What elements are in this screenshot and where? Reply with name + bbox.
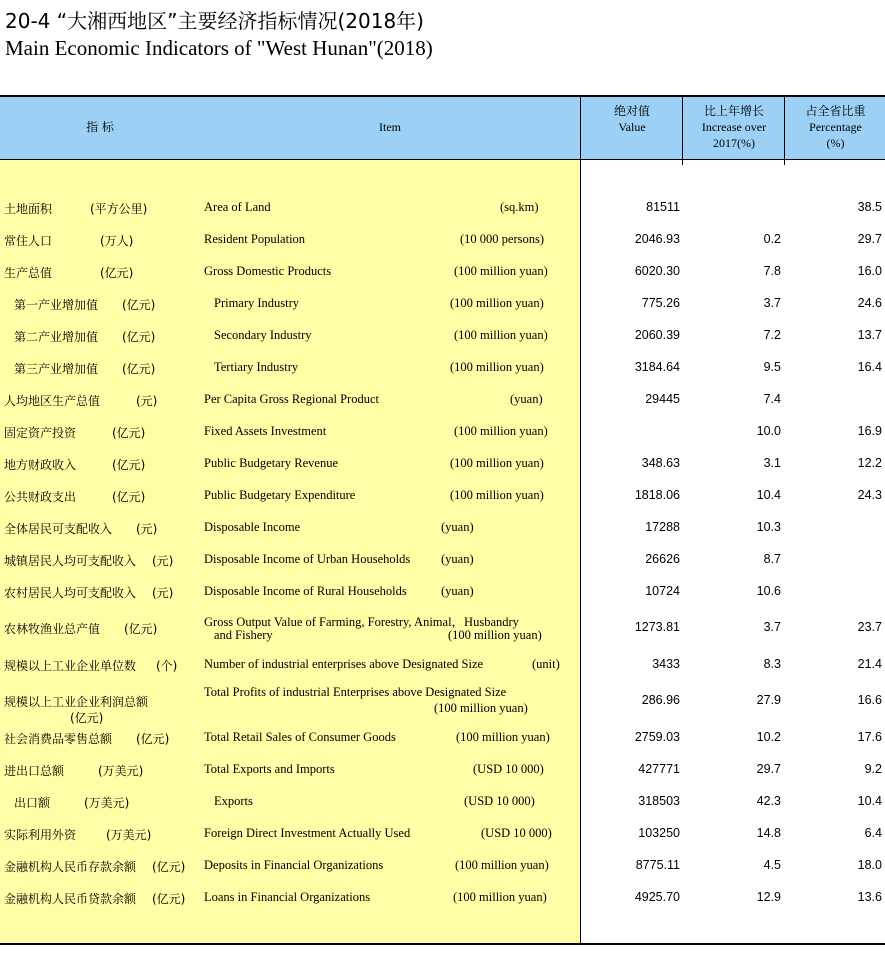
row-unit-en: (yuan) bbox=[510, 392, 543, 406]
row-growth: 10.0 bbox=[756, 424, 781, 438]
row-growth: 27.9 bbox=[756, 693, 781, 707]
row-unit-en: (100 million yuan) bbox=[450, 296, 544, 310]
row-value: 775.26 bbox=[641, 296, 680, 310]
row-unit-en: (100 million yuan) bbox=[448, 628, 542, 642]
row-growth: 3.7 bbox=[763, 296, 781, 310]
row-unit-cn: (元) bbox=[152, 586, 174, 600]
row-unit-cn: (亿元) bbox=[112, 426, 146, 440]
row-label-en: Primary Industry bbox=[214, 296, 300, 310]
row-unit-cn: (亿元) bbox=[152, 892, 186, 906]
row-label-en: Deposits in Financial Organizations bbox=[204, 858, 384, 872]
row-percentage: 16.0 bbox=[857, 264, 882, 278]
row-value: 286.96 bbox=[641, 693, 680, 707]
row-unit-cn: (万人) bbox=[100, 234, 134, 248]
row-label-cn: 第一产业增加值 bbox=[14, 298, 99, 312]
row-value: 103250 bbox=[638, 826, 680, 840]
row-unit-en: (100 million yuan) bbox=[450, 456, 544, 470]
row-growth: 7.4 bbox=[763, 392, 781, 406]
row-label-cn: 地方财政收入 bbox=[4, 458, 77, 472]
row-unit-cn: (元) bbox=[136, 522, 158, 536]
row-label-cn: 固定资产投资 bbox=[4, 426, 77, 440]
row-percentage: 16.6 bbox=[857, 693, 882, 707]
page-title-cn: 20-4 “大湘西地区”主要经济指标情况(2018年) bbox=[5, 9, 424, 33]
row-label-cn: 规模以上工业企业单位数 bbox=[4, 659, 137, 673]
row-percentage: 24.3 bbox=[857, 488, 882, 502]
header-item-en: Item bbox=[379, 120, 401, 134]
row-label-cn: 土地面积 bbox=[4, 202, 53, 216]
row-unit-cn: (亿元) bbox=[136, 732, 170, 746]
row-growth: 42.3 bbox=[756, 794, 781, 808]
row-label-en: Foreign Direct Investment Actually Used bbox=[204, 826, 411, 840]
row-unit-en: (100 million yuan) bbox=[450, 360, 544, 374]
column-divider bbox=[580, 160, 581, 943]
row-unit-en: (100 million yuan) bbox=[454, 264, 548, 278]
row-label-cn: 第三产业增加值 bbox=[14, 362, 99, 376]
header-indicator-cn: 指 标 bbox=[86, 120, 114, 134]
row-unit-cn: (元) bbox=[136, 394, 158, 408]
row-label-en: Secondary Industry bbox=[214, 328, 312, 342]
row-label-en: Exports bbox=[214, 794, 253, 808]
row-label-en: Area of Land bbox=[204, 200, 271, 214]
row-label-cn: 实际利用外资 bbox=[4, 828, 77, 842]
row-value: 17288 bbox=[645, 520, 680, 534]
header-growth-en1: Increase over bbox=[701, 120, 767, 134]
row-unit-en: (USD 10 000) bbox=[464, 794, 535, 808]
row-unit-en: (USD 10 000) bbox=[473, 762, 544, 776]
header-pct-cn: 占全省比重 bbox=[805, 104, 866, 118]
row-unit-en: (USD 10 000) bbox=[481, 826, 552, 840]
row-label-en: Total Retail Sales of Consumer Goods bbox=[204, 730, 396, 744]
row-unit-cn: (元) bbox=[152, 554, 174, 568]
row-percentage: 18.0 bbox=[857, 858, 882, 872]
row-label-cn: 全体居民可支配收入 bbox=[4, 522, 113, 536]
row-percentage: 17.6 bbox=[857, 730, 882, 744]
row-value: 26626 bbox=[645, 552, 680, 566]
row-unit-en: (100 million yuan) bbox=[455, 858, 549, 872]
row-label-cn: 进出口总额 bbox=[4, 764, 65, 778]
row-percentage: 16.9 bbox=[857, 424, 882, 438]
row-label-en: Disposable Income of Rural Households bbox=[204, 584, 407, 598]
row-percentage: 9.2 bbox=[864, 762, 882, 776]
header-growth bbox=[682, 97, 785, 165]
row-label-cn: 常住人口 bbox=[4, 234, 53, 248]
row-label-en: Gross Domestic Products bbox=[204, 264, 332, 278]
row-label-en: Total Profits of industrial Enterprises above Designated Size bbox=[204, 685, 507, 699]
row-growth: 9.5 bbox=[763, 360, 781, 374]
row-label-en: Number of industrial enterprises above Designated Size bbox=[204, 657, 484, 671]
row-unit-cn: (亿元) bbox=[112, 490, 146, 504]
row-growth: 3.7 bbox=[763, 620, 781, 634]
row-unit-cn: (平方公里) bbox=[90, 202, 148, 216]
row-percentage: 13.6 bbox=[857, 890, 882, 904]
row-label-en: Fixed Assets Investment bbox=[204, 424, 327, 438]
row-unit-cn: (亿元) bbox=[112, 458, 146, 472]
row-unit-en: (10 000 persons) bbox=[460, 232, 545, 246]
row-label-en: Tertiary Industry bbox=[214, 360, 299, 374]
row-value: 81511 bbox=[646, 200, 680, 214]
row-growth: 8.7 bbox=[763, 552, 781, 566]
table-header bbox=[0, 97, 885, 160]
row-unit-en: (yuan) bbox=[441, 552, 474, 566]
row-unit-en: (100 million yuan) bbox=[450, 488, 544, 502]
row-growth: 7.2 bbox=[763, 328, 781, 342]
row-percentage: 13.7 bbox=[857, 328, 882, 342]
table-bottom-rule bbox=[0, 943, 885, 945]
row-growth: 10.6 bbox=[756, 584, 781, 598]
row-percentage: 21.4 bbox=[857, 657, 882, 671]
row-unit-en: (100 million yuan) bbox=[453, 890, 547, 904]
row-unit-cn: (亿元) bbox=[122, 362, 156, 376]
row-value: 3433 bbox=[652, 657, 680, 671]
row-percentage: 23.7 bbox=[857, 620, 882, 634]
row-unit-cn: (亿元) bbox=[100, 266, 134, 280]
page-title-en: Main Economic Indicators of "West Hunan"(2018) bbox=[5, 36, 433, 60]
row-unit-en: (100 million yuan) bbox=[456, 730, 550, 744]
row-unit-en: (sq.km) bbox=[500, 200, 539, 214]
row-unit-en: (100 million yuan) bbox=[454, 328, 548, 342]
row-value: 348.63 bbox=[641, 456, 680, 470]
row-unit-en: (100 million yuan) bbox=[434, 701, 528, 715]
row-percentage: 38.5 bbox=[857, 200, 882, 214]
row-value: 4925.70 bbox=[634, 890, 680, 904]
row-percentage: 6.4 bbox=[864, 826, 882, 840]
header-percentage bbox=[784, 97, 885, 165]
row-unit-en: (unit) bbox=[532, 657, 560, 671]
row-label-en: Per Capita Gross Regional Product bbox=[204, 392, 379, 406]
row-unit-cn: (亿元) bbox=[122, 330, 156, 344]
row-label-cn: 第二产业增加值 bbox=[14, 330, 99, 344]
row-label-en: Public Budgetary Expenditure bbox=[204, 488, 356, 502]
row-label-cn: 规模以上工业企业利润总额 bbox=[4, 695, 149, 709]
row-unit-cn: (个) bbox=[156, 659, 178, 673]
row-growth: 29.7 bbox=[756, 762, 781, 776]
row-unit-en: (yuan) bbox=[441, 520, 474, 534]
row-label-cn: 农村居民人均可支配收入 bbox=[4, 586, 137, 600]
row-growth: 3.1 bbox=[763, 456, 781, 470]
row-unit-cn: (亿元) bbox=[70, 711, 104, 725]
header-growth-en2: 2017(%) bbox=[713, 136, 755, 150]
row-value: 427771 bbox=[638, 762, 680, 776]
row-growth: 10.2 bbox=[756, 730, 781, 744]
row-growth: 10.3 bbox=[756, 520, 781, 534]
row-label-cn: 城镇居民人均可支配收入 bbox=[4, 554, 137, 568]
header-growth-cn: 比上年增长 bbox=[703, 104, 764, 118]
row-label-cn: 人均地区生产总值 bbox=[4, 394, 101, 408]
header-pct-en: Percentage bbox=[809, 120, 862, 134]
row-unit-cn: (亿元) bbox=[122, 298, 156, 312]
row-growth: 12.9 bbox=[756, 890, 781, 904]
row-value: 6020.30 bbox=[634, 264, 680, 278]
row-label-cn: 出口额 bbox=[14, 796, 51, 810]
row-value: 1273.81 bbox=[634, 620, 680, 634]
row-growth: 7.8 bbox=[763, 264, 781, 278]
row-label-en: Loans in Financial Organizations bbox=[204, 890, 371, 904]
row-label-cn: 公共财政支出 bbox=[4, 490, 77, 504]
row-value: 10724 bbox=[645, 584, 680, 598]
row-growth: 10.4 bbox=[756, 488, 781, 502]
row-unit-en: (yuan) bbox=[441, 584, 474, 598]
row-unit-cn: (亿元) bbox=[152, 860, 186, 874]
row-percentage: 12.2 bbox=[857, 456, 882, 470]
row-label-cn: 社会消费品零售总额 bbox=[4, 732, 113, 746]
row-label-cn: 农林牧渔业总产值 bbox=[4, 622, 101, 636]
row-label-en: Public Budgetary Revenue bbox=[204, 456, 338, 470]
row-value: 8775.11 bbox=[635, 858, 680, 872]
row-label-en: Disposable Income of Urban Households bbox=[204, 552, 411, 566]
row-label-en: Total Exports and Imports bbox=[204, 762, 335, 776]
row-unit-cn: (万美元) bbox=[84, 796, 130, 810]
row-label-en: Resident Population bbox=[204, 232, 306, 246]
row-value: 318503 bbox=[638, 794, 680, 808]
header-value bbox=[580, 97, 683, 165]
row-label-en-cont: and Fishery bbox=[214, 628, 273, 642]
row-growth: 0.2 bbox=[763, 232, 781, 246]
row-percentage: 29.7 bbox=[857, 232, 882, 246]
header-pct-unit: (%) bbox=[826, 136, 845, 150]
row-percentage: 10.4 bbox=[857, 794, 882, 808]
row-label-cn: 生产总值 bbox=[4, 266, 53, 280]
row-label-en: Gross Output Value of Farming, Forestry, Animal，Husbandry bbox=[204, 615, 519, 629]
row-value: 2046.93 bbox=[634, 232, 680, 246]
row-unit-cn: (亿元) bbox=[124, 622, 158, 636]
row-unit-cn: (万美元) bbox=[98, 764, 144, 778]
row-percentage: 16.4 bbox=[857, 360, 882, 374]
row-label-cn: 金融机构人民币存款余额 bbox=[4, 860, 137, 874]
row-value: 1818.06 bbox=[634, 488, 680, 502]
row-label-cn: 金融机构人民币贷款余额 bbox=[4, 892, 137, 906]
row-growth: 8.3 bbox=[763, 657, 781, 671]
row-label-en: Disposable Income bbox=[204, 520, 301, 534]
row-value: 3184.64 bbox=[634, 360, 680, 374]
row-percentage: 24.6 bbox=[857, 296, 882, 310]
row-unit-cn: (万美元) bbox=[106, 828, 152, 842]
row-growth: 4.5 bbox=[763, 858, 781, 872]
row-value: 2060.39 bbox=[634, 328, 680, 342]
row-unit-en: (100 million yuan) bbox=[454, 424, 548, 438]
row-value: 29445 bbox=[645, 392, 680, 406]
row-value: 2759.03 bbox=[634, 730, 680, 744]
row-growth: 14.8 bbox=[756, 826, 781, 840]
header-value-en: Value bbox=[618, 120, 646, 134]
header-value-cn: 绝对值 bbox=[613, 104, 650, 118]
